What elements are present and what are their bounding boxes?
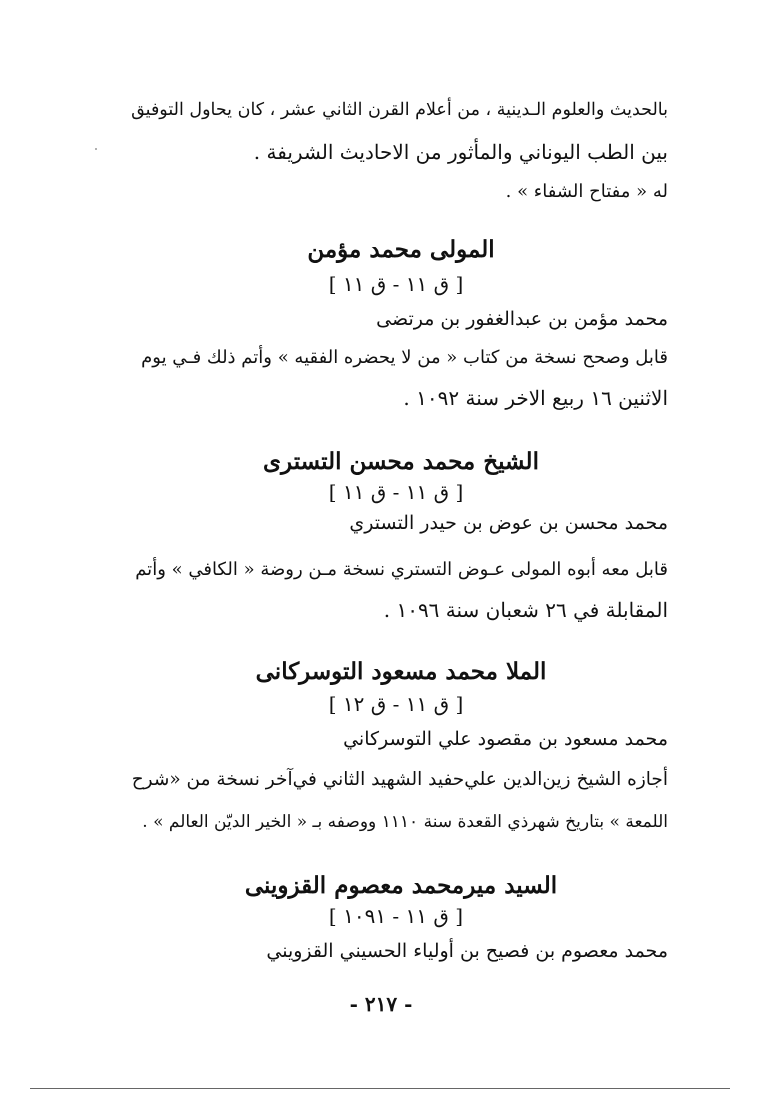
entry-dates: [ ق ١١ - ق ١١ ]: [328, 272, 464, 296]
margin-mark: [95, 148, 97, 150]
entry-full-name: محمد مؤمن بن عبدالغفور بن مرتضى: [376, 308, 668, 330]
entry-full-name: محمد معصوم بن فصيح بن أولياء الحسيني القزويني: [266, 940, 668, 962]
entry-full-name: محمد مسعود بن مقصود علي التوسركاني: [343, 728, 668, 750]
entry-dates: [ ق ١١ - ١٠٩١ ]: [328, 904, 464, 928]
entry-body-line: قابل معه أبوه المولى عـوض التستري نسخة مـن روضة « الكافي » وأتم: [135, 559, 668, 580]
entry-dates: [ ق ١١ - ق ١٢ ]: [328, 692, 464, 716]
entry-heading: المولى محمد مؤمن: [307, 236, 495, 263]
entry-heading: الشيخ محمد محسن التسترى: [263, 448, 539, 475]
intro-line-3: له « مفتاح الشفاء » .: [505, 181, 668, 202]
entry-heading: الملا محمد مسعود التوسركانى: [255, 658, 547, 685]
entry-heading: السيد ميرمحمد معصوم القزوينى: [244, 872, 558, 899]
entry-body-line: اللمعة » بتاريخ شهرذي القعدة سنة ١١١٠ ووصفه بـ « الخير الديّن العالم » .: [142, 812, 668, 832]
entry-dates: [ ق ١١ - ق ١١ ]: [328, 480, 464, 504]
entry-full-name: محمد محسن بن عوض بن حيدر التستري: [349, 512, 668, 534]
entry-body-line: أجازه الشيخ زين‌الدين علي‌حفيد الشهيد الثاني في‌آخر نسخة من «شرح: [131, 769, 668, 790]
intro-line-1: بالحديث والعلوم الـدينية ، من أعلام القرن الثاني عشر ، كان يحاول التوفيق: [131, 100, 668, 120]
entry-body-line: الاثنين ١٦ ربيع الاخر سنة ١٠٩٢ .: [403, 386, 668, 410]
scan-edge-line: [30, 1088, 730, 1089]
intro-line-2: بين الطب اليوناني والمأثور من الاحاديث الشريفة .: [253, 140, 668, 164]
entry-body-line: المقابلة في ٢٦ شعبان سنة ١٠٩٦ .: [383, 598, 668, 622]
page-number: - ٢١٧ -: [349, 992, 413, 1016]
entry-body-line: قابل وصحح نسخة من كتاب « من لا يحضره الفقيه » وأتم ذلك فـي يوم: [141, 347, 668, 368]
